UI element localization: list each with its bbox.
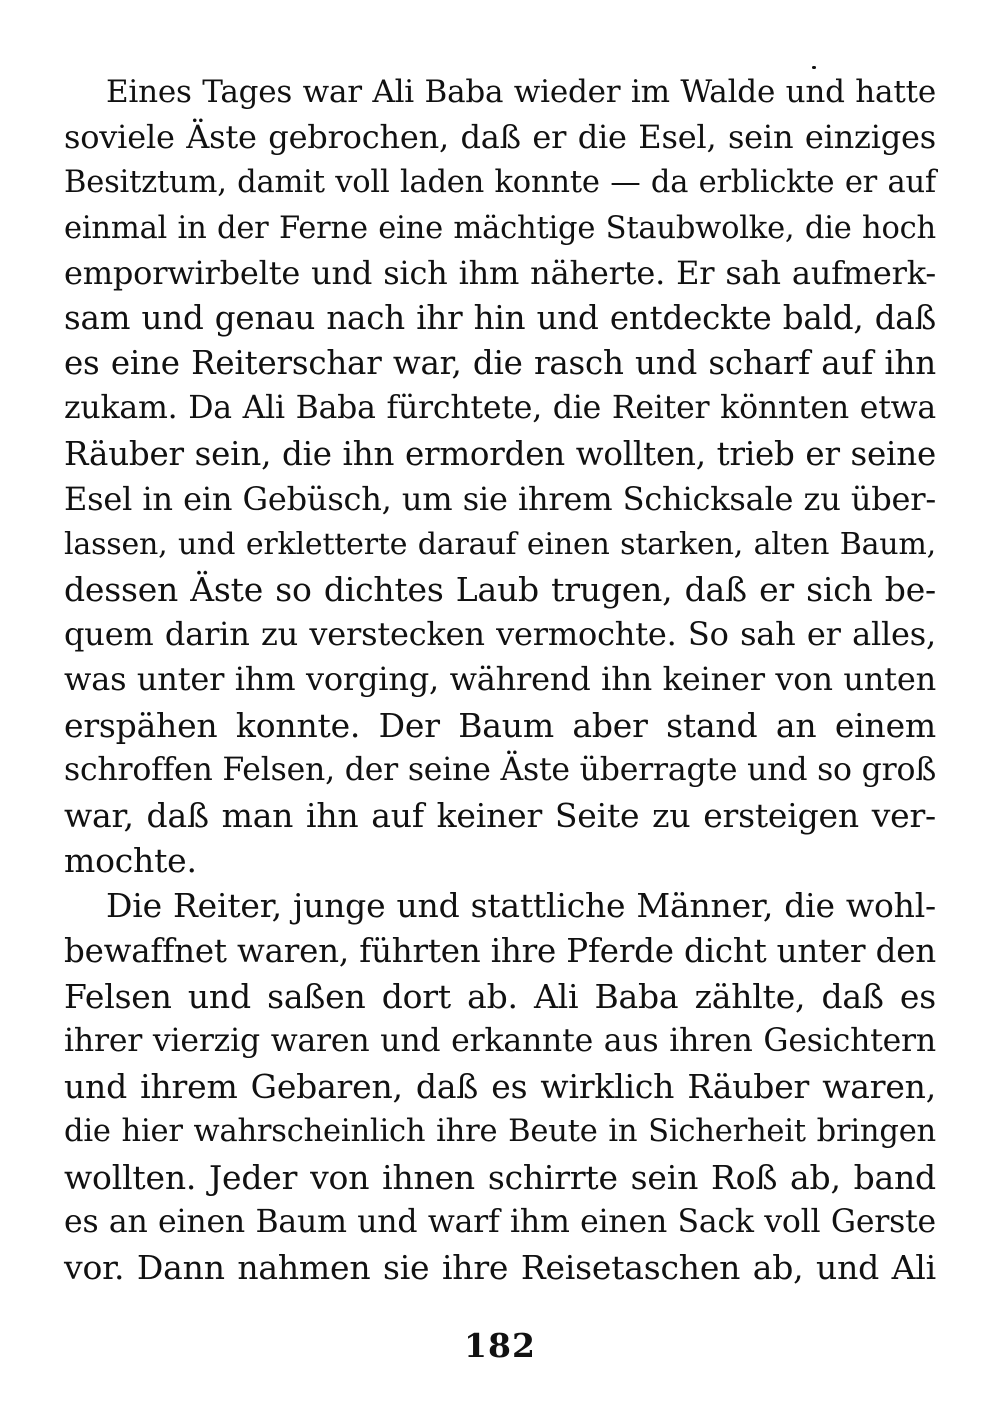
text-line: ihrer vierzig waren und erkannte aus ihren Gesichtern [64,1022,936,1059]
text-line: Esel in ein Gebüsch, um sie ihrem Schicksale zu über- [64,479,936,518]
text-line: bewaffnet waren, führten ihre Pferde dicht unter den [64,931,936,970]
text-line: es eine Reiterschar war, die rasch und scharf auf ihn [64,344,936,383]
text-line: war, daß man ihn auf keiner Seite zu ersteigen ver- [64,796,936,835]
text-line: Besitztum, damit voll laden konnte — da erblickte er auf [64,165,936,201]
text-line: mochte. [64,841,197,881]
text-line: es an einen Baum und warf ihm einen Sack voll Gerste [64,1203,936,1240]
text-line: soviele Äste gebrochen, daß er die Esel, sein einziges [64,118,936,157]
text-line: Felsen und saßen dort ab. Ali Baba zählte, daß es [64,976,936,1016]
text-line: und ihrem Gebaren, daß es wirklich Räuber waren, [64,1067,936,1107]
text-line: dessen Äste so dichtes Laub trugen, daß er sich be- [64,570,936,610]
page-number: 182 [464,1326,536,1365]
text-line: lassen, und erkletterte darauf einen starken, alten Baum, [64,526,936,562]
text-line: die hier wahrscheinlich ihre Beute in Sicherheit bringen [64,1114,936,1150]
text-line: quem darin zu verstecken vermochte. So sah er alles, [64,615,936,654]
text-line: erspähen konnte. Der Baum aber stand an einem [64,705,936,745]
text-line: emporwirbelte und sich ihm näherte. Er sah aufmerk- [64,253,936,292]
text-line: zukam. Da Ali Baba fürchtete, die Reiter könnten etwa [64,390,936,427]
text-line: vor. Dann nahmen sie ihre Reisetaschen ab, und Ali [64,1247,936,1287]
print-speck [812,66,816,69]
text-line: wollten. Jeder von ihnen schirrte sein Roß ab, band [64,1157,936,1197]
text-line: was unter ihm vorging, während ihn keiner von unten [64,660,936,699]
text-line: einmal in der Ferne eine mächtige Staubwolke, die hoch [64,210,936,246]
text-line: Eines Tages war Ali Baba wieder im Walde und hatte [106,74,936,110]
text-line: schroffen Felsen, der seine Äste überragte und so groß [64,751,937,788]
text-line: Die Reiter, junge und stattliche Männer, die wohl- [106,886,936,926]
body-text [64,70,936,1290]
text-line: sam und genau nach ihr hin und entdeckte bald, daß [64,298,936,337]
text-line: Räuber sein, die ihn ermorden wollten, trieb er seine [64,434,936,473]
